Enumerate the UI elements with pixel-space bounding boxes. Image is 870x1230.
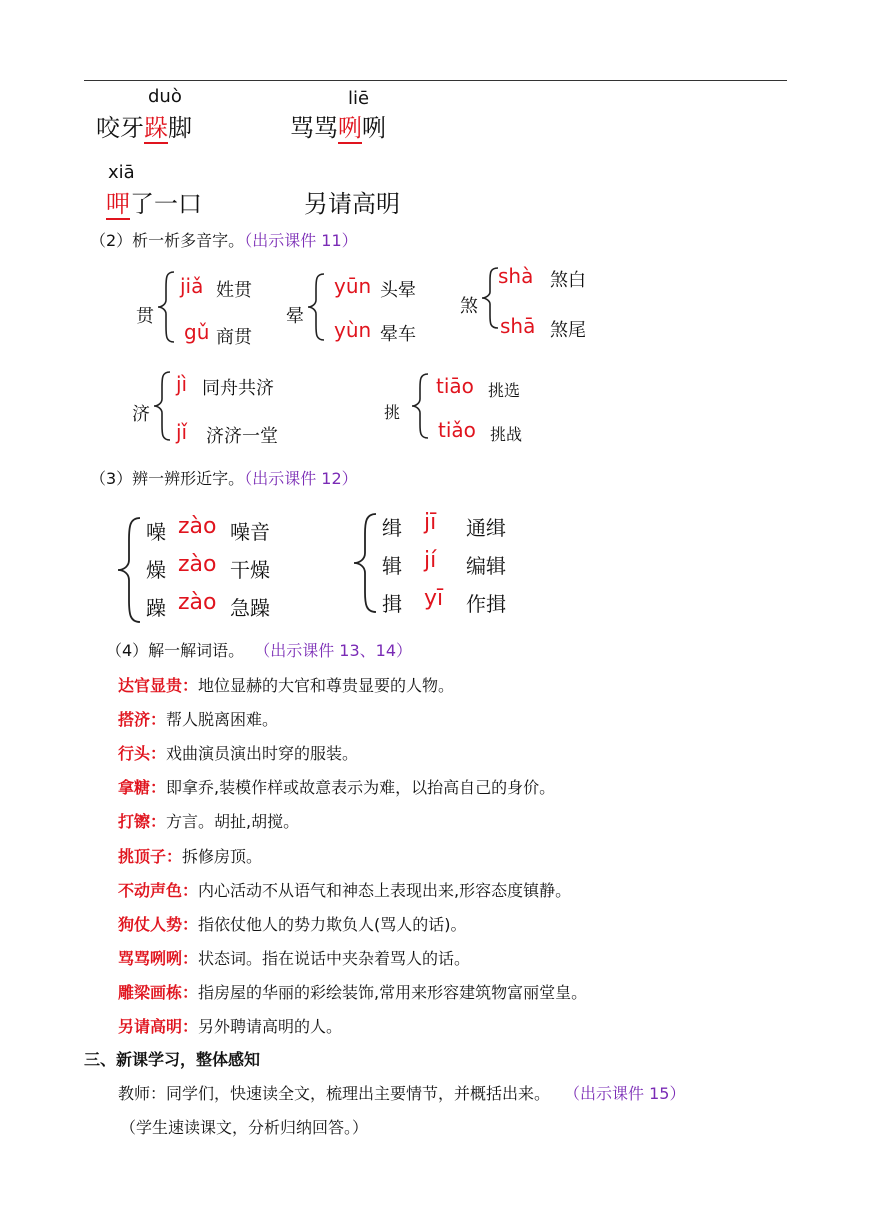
definition-item bbox=[118, 878, 571, 901]
definition-term: 搭济： bbox=[118, 710, 167, 729]
poly-word: 同舟共济 bbox=[202, 378, 274, 399]
definition-item bbox=[118, 673, 454, 696]
target-char: 跺 bbox=[144, 114, 168, 142]
definition-term: 行头： bbox=[118, 744, 167, 763]
pinyin-lie: liē bbox=[348, 88, 370, 109]
definition-term: 不动声色： bbox=[118, 881, 199, 900]
poly-char-ji: 济 bbox=[132, 404, 150, 425]
definition-term: 打镲： bbox=[118, 812, 167, 831]
definition-text: 指依仗他人的势力欺负人(骂人的话)。 bbox=[198, 915, 467, 934]
definition-term: 另请高明： bbox=[118, 1017, 199, 1036]
poly-char-guan: 贯 bbox=[136, 306, 154, 327]
definition-item bbox=[118, 707, 278, 730]
definition-term: 骂骂咧咧： bbox=[118, 949, 199, 968]
section-title: （4）解一解词语。 bbox=[106, 641, 245, 660]
word-xia bbox=[106, 184, 202, 219]
poly-word: 煞尾 bbox=[550, 320, 586, 341]
target-char: 呷 bbox=[106, 190, 130, 218]
brace-icon bbox=[152, 370, 172, 442]
poly-word: 商贯 bbox=[216, 327, 252, 348]
poly-pinyin: jiǎ bbox=[180, 274, 204, 298]
similar-char: 揖 bbox=[382, 592, 402, 616]
brace-icon bbox=[156, 270, 176, 344]
definition-text: 戏曲演员演出时穿的服装。 bbox=[166, 744, 359, 763]
poly-pinyin: shà bbox=[498, 264, 534, 288]
similar-pinyin: jí bbox=[424, 548, 437, 573]
section-4-heading bbox=[106, 638, 412, 661]
similar-word: 干燥 bbox=[230, 558, 270, 582]
courseware-note: （出示课件 13、14） bbox=[262, 641, 412, 660]
target-char: 咧 bbox=[338, 114, 362, 142]
similar-char: 噪 bbox=[146, 520, 166, 544]
definition-item bbox=[118, 741, 358, 764]
definition-text: 指房屋的华丽的彩绘装饰,常用来形容建筑物富丽堂皇。 bbox=[198, 983, 588, 1002]
students-line: （学生速读课文，分析归纳回答。） bbox=[120, 1118, 369, 1137]
word-duojiao bbox=[96, 108, 192, 143]
similar-char: 辑 bbox=[382, 554, 402, 578]
poly-word: 姓贯 bbox=[216, 280, 252, 301]
poly-word: 挑战 bbox=[490, 425, 523, 444]
definition-term: 拿糖： bbox=[118, 778, 167, 797]
definition-term: 狗仗人势： bbox=[118, 915, 199, 934]
definition-term: 达官显贵： bbox=[118, 676, 199, 695]
definition-item bbox=[118, 912, 467, 935]
word-malielie bbox=[290, 108, 386, 143]
courseware-note: （出示课件 12） bbox=[244, 469, 358, 488]
brace-icon bbox=[116, 516, 142, 624]
poly-char-sha: 煞 bbox=[460, 296, 478, 317]
definition-item bbox=[118, 809, 299, 832]
poly-pinyin: jì bbox=[176, 372, 188, 396]
definition-item bbox=[118, 1014, 342, 1037]
similar-char: 燥 bbox=[146, 558, 166, 582]
word-pre: 咬牙 bbox=[96, 114, 144, 142]
definition-text: 另外聘请高明的人。 bbox=[198, 1017, 343, 1036]
similar-word: 急躁 bbox=[230, 596, 270, 620]
definition-text: 地位显赫的大官和尊贵显要的人物。 bbox=[198, 676, 455, 695]
section-new-lesson-heading: 三、新课学习，整体感知 bbox=[84, 1050, 261, 1069]
definition-term: 雕梁画栋： bbox=[118, 983, 199, 1002]
pinyin-xia: xiā bbox=[108, 162, 135, 183]
poly-char-yun: 晕 bbox=[286, 306, 304, 327]
section-2-heading bbox=[90, 228, 358, 251]
similar-pinyin: zào bbox=[178, 590, 217, 615]
poly-pinyin: yūn bbox=[334, 274, 372, 298]
section-3-heading bbox=[90, 466, 358, 489]
word-lingqinggaoming: 另请高明 bbox=[304, 190, 400, 218]
poly-word: 挑选 bbox=[488, 381, 521, 400]
definition-term: 挑顶子： bbox=[118, 847, 183, 866]
brace-icon bbox=[306, 272, 326, 342]
poly-pinyin: gǔ bbox=[184, 320, 210, 344]
poly-pinyin: shā bbox=[500, 314, 536, 338]
similar-word: 作揖 bbox=[466, 592, 506, 616]
word-post: 脚 bbox=[168, 114, 192, 142]
word-pre: 骂骂 bbox=[290, 114, 338, 142]
brace-icon bbox=[410, 372, 430, 440]
definition-text: 内心活动不从语气和神态上表现出来,形容态度镇静。 bbox=[198, 881, 572, 900]
brace-icon bbox=[352, 512, 378, 614]
similar-pinyin: jī bbox=[424, 510, 437, 535]
poly-word: 头晕 bbox=[380, 280, 416, 301]
teacher-line bbox=[118, 1081, 685, 1104]
poly-word: 晕车 bbox=[380, 324, 416, 345]
courseware-note: （出示课件 11） bbox=[244, 231, 358, 250]
definition-text: 状态词。指在说话中夹杂着骂人的话。 bbox=[198, 949, 471, 968]
top-rule bbox=[84, 80, 787, 81]
brace-icon bbox=[480, 266, 500, 330]
word-post: 咧 bbox=[362, 114, 386, 142]
similar-char: 缉 bbox=[382, 516, 402, 540]
poly-pinyin: tiāo bbox=[436, 374, 474, 398]
definition-text: 即拿乔,装模作样或故意表示为难，以抬高自己的身价。 bbox=[166, 778, 556, 797]
poly-word: 煞白 bbox=[550, 270, 586, 291]
definition-text: 帮人脱离困难。 bbox=[166, 710, 279, 729]
section-title: （2）析一析多音字。 bbox=[90, 231, 245, 250]
poly-pinyin: jǐ bbox=[176, 420, 188, 444]
definition-item bbox=[118, 844, 262, 867]
poly-pinyin: tiǎo bbox=[438, 418, 476, 442]
similar-pinyin: zào bbox=[178, 552, 217, 577]
definition-text: 拆修房顶。 bbox=[182, 847, 263, 866]
similar-pinyin: yī bbox=[424, 586, 444, 611]
definition-item bbox=[118, 980, 587, 1003]
poly-pinyin: yùn bbox=[334, 318, 372, 342]
poly-char-tiao: 挑 bbox=[384, 403, 401, 422]
pinyin-duo: duò bbox=[148, 86, 182, 107]
teacher-text: 教师：同学们，快速读全文，梳理出主要情节，并概括出来。 bbox=[118, 1084, 551, 1103]
similar-pinyin: zào bbox=[178, 514, 217, 539]
similar-word: 通缉 bbox=[466, 516, 506, 540]
poly-word: 济济一堂 bbox=[206, 426, 278, 447]
definition-item bbox=[118, 946, 470, 969]
section-title: （3）辨一辨形近字。 bbox=[90, 469, 245, 488]
definition-text: 方言。胡扯,胡搅。 bbox=[166, 812, 300, 831]
word-post: 了一口 bbox=[130, 190, 202, 218]
courseware-note: （出示课件 15） bbox=[572, 1084, 686, 1103]
similar-word: 噪音 bbox=[230, 520, 270, 544]
similar-word: 编辑 bbox=[466, 554, 506, 578]
definition-item bbox=[118, 775, 555, 798]
similar-char: 躁 bbox=[146, 596, 166, 620]
